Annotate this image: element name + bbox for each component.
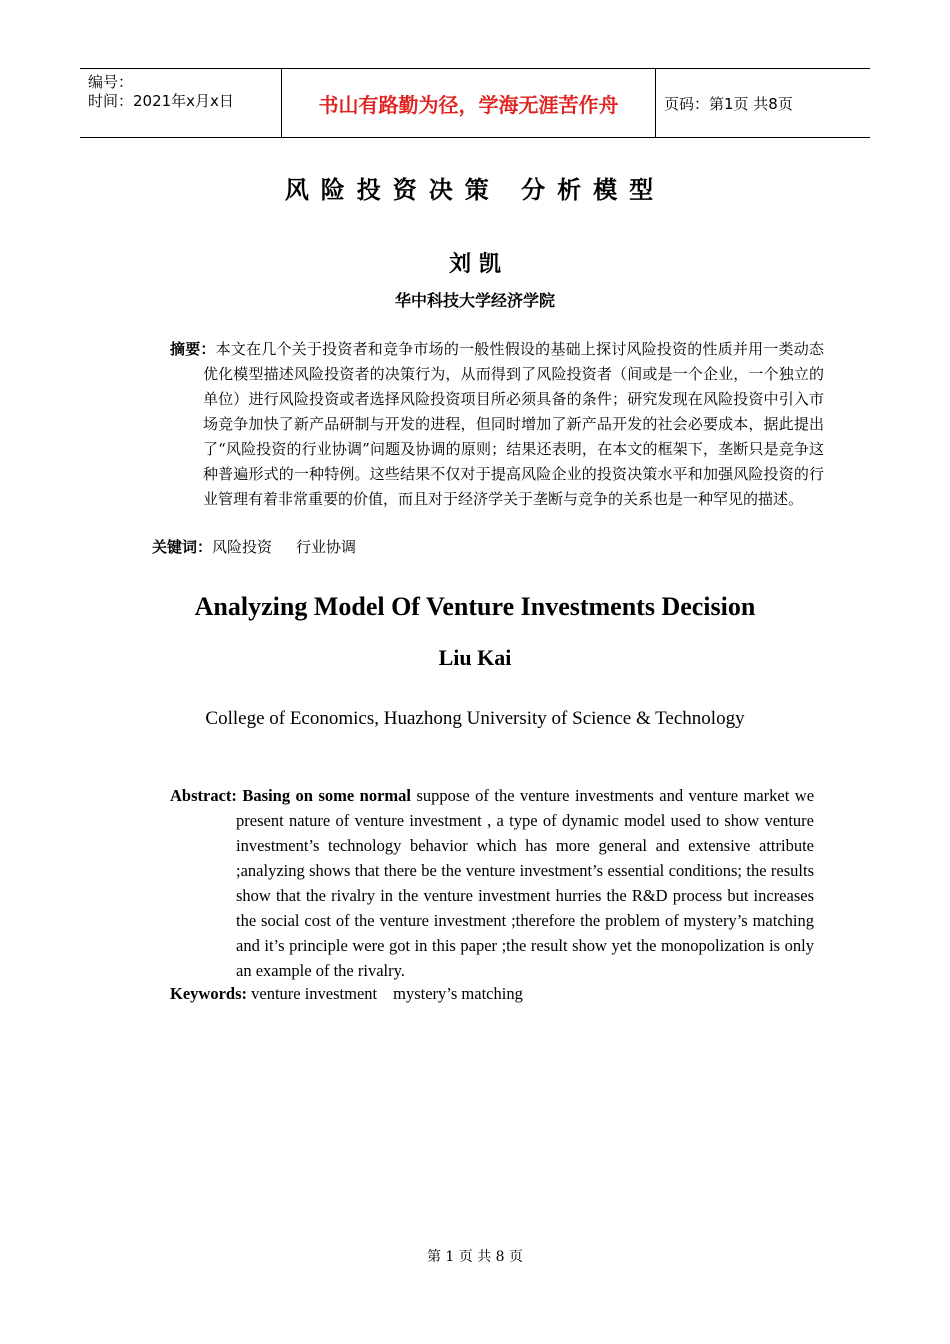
- abstract-english-label: Abstract:: [170, 786, 237, 805]
- keyword-item: venture investment: [251, 984, 378, 1003]
- title-english: Analyzing Model Of Venture Investments Decision: [194, 592, 756, 621]
- abstract-english-lead: Basing on some normal: [242, 786, 412, 805]
- header-page-info: 页码：第1页 共8页: [664, 94, 793, 113]
- date-label: 时间：2021年x月x日: [88, 92, 234, 110]
- abstract-english-text: suppose of the venture investments and venture market we present nature of venture investment , a type of dynamic model used to show venture investment’s technology behavior which has more general and extensive attribute ;analyzing shows that there be the venture investment’s essential conditions; the results show that the rivalry in the venture investment hurries the R&D process but increases the social cost of the venture investment ;therefore the problem of mystery’s matching and it’s principle were got in this paper ;the result show yet the monopolization is only an example of the rivalry.: [236, 786, 815, 980]
- abstract-chinese: [170, 337, 824, 512]
- page-footer: 第 1 页 共 8 页: [426, 1249, 524, 1265]
- page-header: [80, 68, 870, 138]
- doc-number-label: 编号：: [88, 73, 134, 91]
- keywords-chinese-label: 关键词：: [152, 538, 213, 556]
- keywords-english-label: Keywords:: [170, 984, 247, 1003]
- abstract-chinese-text: 本文在几个关于投资者和竞争市场的一般性假设的基础上探讨风险投资的性质并用一类动态优化模型描述风险投资者的决策行为，从而得到了风险投资者（间或是一个企业，一个独立的单位）进行风险投资或者选择风险投资项目所必须具备的条件；研究发现在风险投资中引入市场竞争加快了新产品研制与开发的进程，但同时增加了新产品开发的社会必要成本，据此提出了“风险投资的行业协调”问题及协调的原则；结果还表明，在本文的框架下，垄断只是竞争这种普遍形式的一种特例。这些结果不仅对于提高风险企业的投资决策水平和加强风险投资的行业管理有着非常重要的价值，而且对于经济学关于垄断与竞争的关系也是一种罕见的描述。: [203, 340, 824, 508]
- author-english: Liu Kai: [438, 645, 512, 670]
- keyword-item: 风险投资: [212, 538, 273, 556]
- affiliation-english: College of Economics, Huazhong University of Science & Technology: [205, 708, 745, 729]
- keyword-item: 行业协调: [296, 538, 357, 556]
- keywords-chinese: [152, 536, 356, 558]
- header-motto-cell: [281, 69, 656, 137]
- author-chinese: 刘 凯: [449, 252, 501, 277]
- keywords-english: [170, 983, 523, 1005]
- keyword-item: mystery’s matching: [393, 984, 523, 1003]
- header-motto: 书山有路勤为径，学海无涯苦作舟: [318, 92, 619, 117]
- title-chinese: 风险投资决策 分析模型: [284, 176, 666, 204]
- abstract-chinese-label: 摘要：: [170, 340, 216, 358]
- header-meta: [88, 73, 280, 111]
- abstract-english: [170, 783, 814, 983]
- affiliation-chinese: 华中科技大学经济学院: [394, 291, 555, 310]
